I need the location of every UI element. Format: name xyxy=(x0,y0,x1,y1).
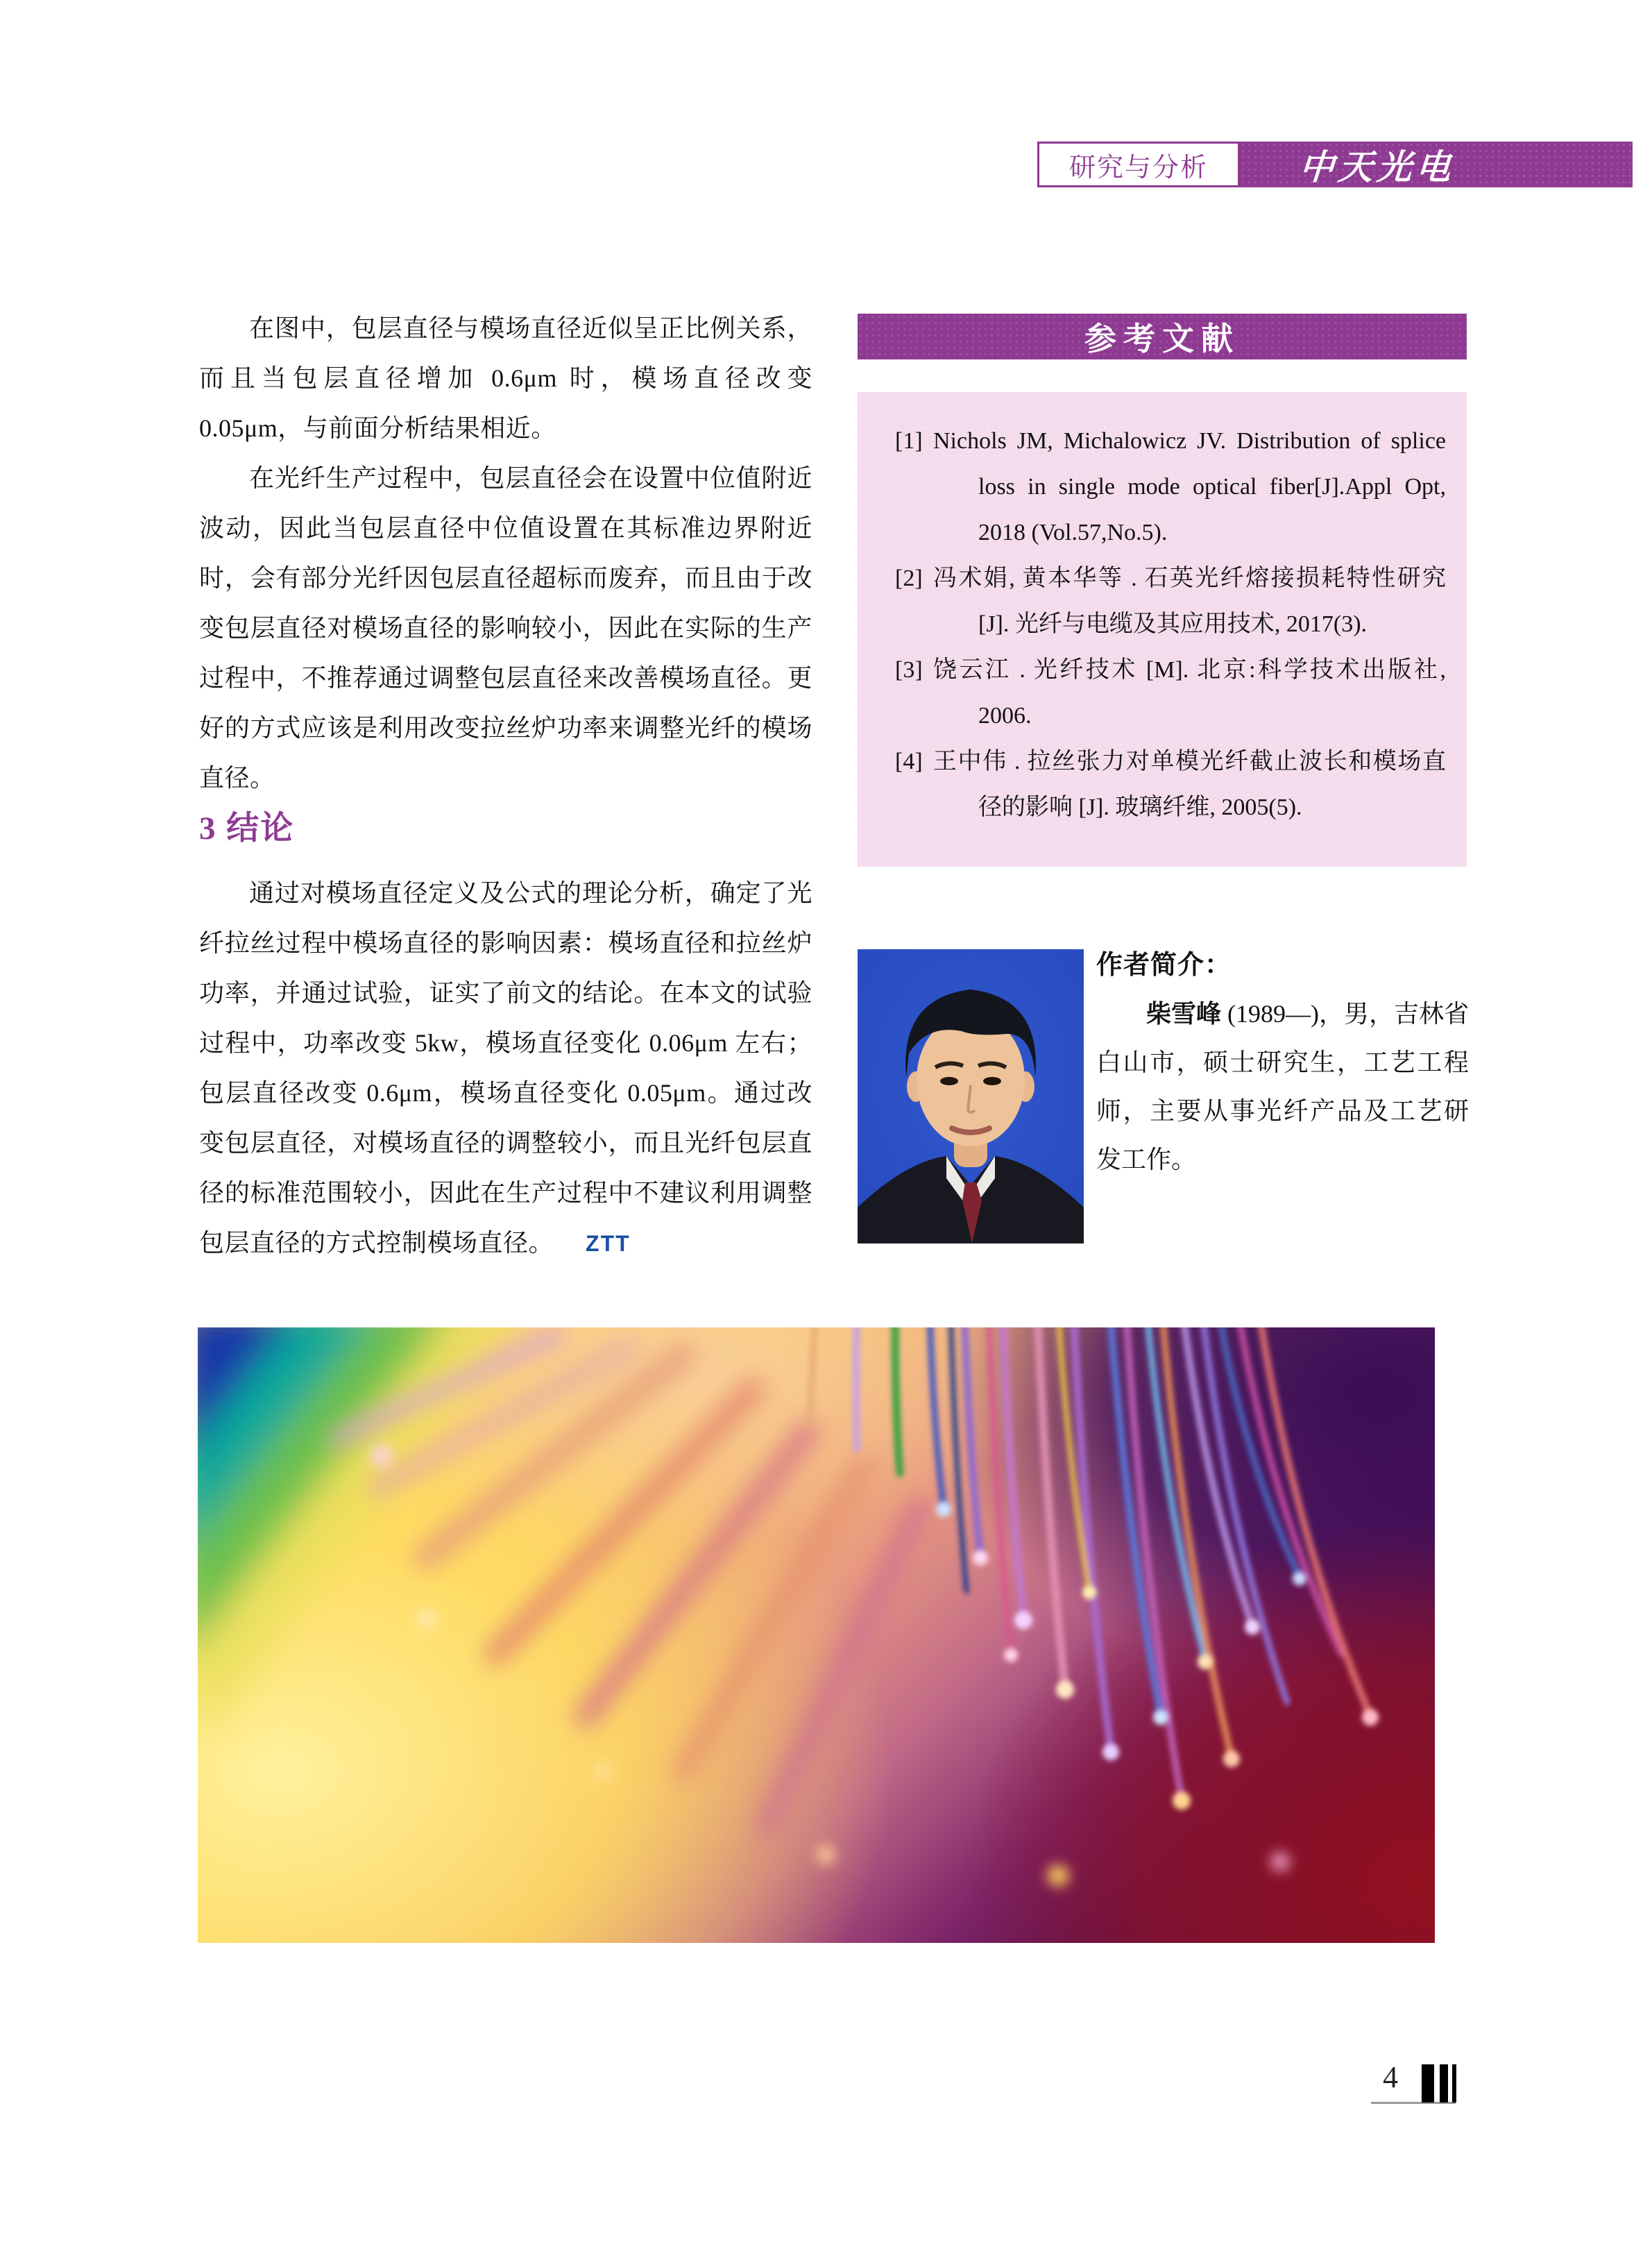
references-header xyxy=(858,314,1467,359)
ztt-end-mark: ZTT xyxy=(586,1231,631,1256)
author-bio-text: (1989—)，男，吉林省白山市，硕士研究生，工艺工程师，主要从事光纤产品及工艺研发工作。 xyxy=(1096,1000,1469,1173)
section-label-box xyxy=(1037,142,1240,187)
reference-text: 饶云江 . 光纤技术 [M]. 北京:科学技术出版社, 2006. xyxy=(933,657,1446,729)
fiber-optics-photo xyxy=(198,1327,1435,1943)
reference-marker: [4] xyxy=(895,749,923,774)
author-photo xyxy=(858,949,1084,1243)
references-title: 参考文献 xyxy=(1084,321,1240,357)
bar xyxy=(1452,2064,1456,2103)
reference-item xyxy=(858,647,1467,739)
references-list xyxy=(858,418,1467,831)
conclusion-paragraph xyxy=(199,868,812,1268)
page-number: 4 xyxy=(1383,2060,1398,2094)
reference-text: 王中伟 . 拉丝张力对单模光纤截止波长和模场直径的影响 [J]. 玻璃纤维, 2005(5). xyxy=(933,749,1446,820)
reference-text: Nichols JM, Michalowicz JV. Distribution of splice loss in single mode optical fiber[J].Appl Opt, 2018 (Vol.57,No.5). xyxy=(933,428,1446,545)
author-name: 柴雪峰 xyxy=(1146,999,1222,1028)
brand-logo-text: 中天光电 xyxy=(1297,148,1456,187)
bar xyxy=(1422,2064,1434,2103)
author-bio-block xyxy=(1096,941,1469,1184)
reference-text: 冯术娟, 黄本华等 . 石英光纤熔接损耗特性研究 [J]. 光纤与电缆及其应用技术, 2017(3). xyxy=(933,566,1446,637)
fiber-optics-graphic xyxy=(198,1327,1435,1943)
reference-marker: [2] xyxy=(895,566,923,591)
reference-marker: [1] xyxy=(895,428,923,454)
body-paragraph: 在图中，包层直径与模场直径近似呈正比例关系，而且当包层直径增加 0.6μm 时，模场直径改变 0.05μm，与前面分析结果相近。 xyxy=(199,314,812,442)
article-body-column xyxy=(199,303,812,1268)
author-intro-label: 作者简介： xyxy=(1096,951,1232,980)
registration-bars-icon xyxy=(1422,2064,1456,2103)
conclusion-text: 通过对模场直径定义及公式的理论分析，确定了光纤拉丝过程中模场直径的影响因素：模场直径和拉丝炉功率，并通过试验，证实了前文的结论。在本文的试验过程中，功率改变 5kw，模场直径变化 0.06μm 左右；包层直径改变 0.6μm，模场直径变化 0.05μm。通过改变包层直径，对模场直径的调整较小，而且光纤包层直径的标准范围较小，因此在生产过程中不建议利用调整包层直径的方式控制模场直径。 xyxy=(199,879,812,1257)
brand-banner xyxy=(1240,142,1633,187)
reference-item xyxy=(858,739,1467,831)
reference-item xyxy=(858,418,1467,556)
author-bio-paragraph xyxy=(1096,990,1469,1184)
author-portrait-graphic xyxy=(858,949,1084,1243)
references-box xyxy=(858,392,1467,867)
conclusion-heading: 3 结论 xyxy=(199,810,295,847)
bar xyxy=(1440,2064,1448,2103)
reference-item xyxy=(858,556,1467,647)
section-label: 研究与分析 xyxy=(1068,153,1208,182)
body-paragraph: 在光纤生产过程中，包层直径会在设置中位值附近波动，因此当包层直径中位值设置在其标准边界附近时，会有部分光纤因包层直径超标而废弃，而且由于改变包层直径对模场直径的影响较小，因此在实际的生产过程中，不推荐通过调整包层直径来改善模场直径。更好的方式应该是利用改变拉丝炉功率来调整光纤的模场直径。 xyxy=(199,464,812,792)
reference-marker: [3] xyxy=(895,657,923,683)
